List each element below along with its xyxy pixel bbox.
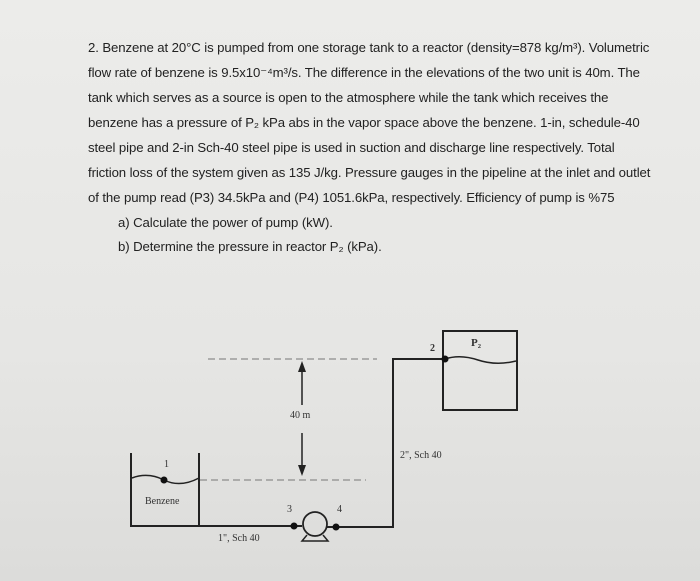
pump-icon [303, 512, 327, 536]
question-b: b) Determine the pressure in reactor P₂ (kPa). [118, 239, 382, 254]
point-2-marker [442, 356, 449, 363]
point-3-marker [291, 523, 298, 530]
problem-line-2: flow rate of benzene is 9.5x10⁻⁴m³/s. The difference in the elevations of the two unit is 40m. The [88, 65, 640, 80]
problem-line-7: of the pump read (P3) 34.5kPa and (P4) 1051.6kPa, respectively. Efficiency of pump is %75 [88, 190, 615, 205]
point-1-marker [161, 477, 168, 484]
problem-line-1: 2. Benzene at 20°C is pumped from one storage tank to a reactor (density=878 kg/m³). Volumetric [88, 40, 650, 55]
question-a: a) Calculate the power of pump (kW). [118, 215, 333, 230]
problem-line-3: tank which serves as a source is open to the atmosphere while the tank which receives the [88, 90, 609, 105]
reactor-liquid-surface [445, 357, 516, 364]
point-4-label: 4 [337, 504, 342, 515]
point-2-label: 2 [430, 343, 435, 354]
problem-line-5: steel pipe and 2-in Sch-40 steel pipe is used in suction and discharge line respectively. Total [88, 140, 615, 155]
elevation-label: 40 m [290, 410, 311, 421]
problem-line-6: friction loss of the system given as 135 J/kg. Pressure gauges in the pipeline at the inlet and outlet [88, 165, 651, 180]
discharge-pipe [327, 359, 445, 527]
suction-pipe-label: 1", Sch 40 [218, 533, 260, 544]
reactor-pressure-label: P₂ [471, 337, 482, 349]
point-1-label: 1 [164, 459, 169, 470]
problem-line-4: benzene has a pressure of P₂ kPa abs in the vapor space above the benzene. 1-in, schedule-40 [88, 115, 640, 130]
point-3-label: 3 [287, 504, 292, 515]
discharge-pipe-label: 2", Sch 40 [400, 450, 442, 461]
tank-label: Benzene [145, 496, 180, 507]
point-4-marker [333, 524, 340, 531]
